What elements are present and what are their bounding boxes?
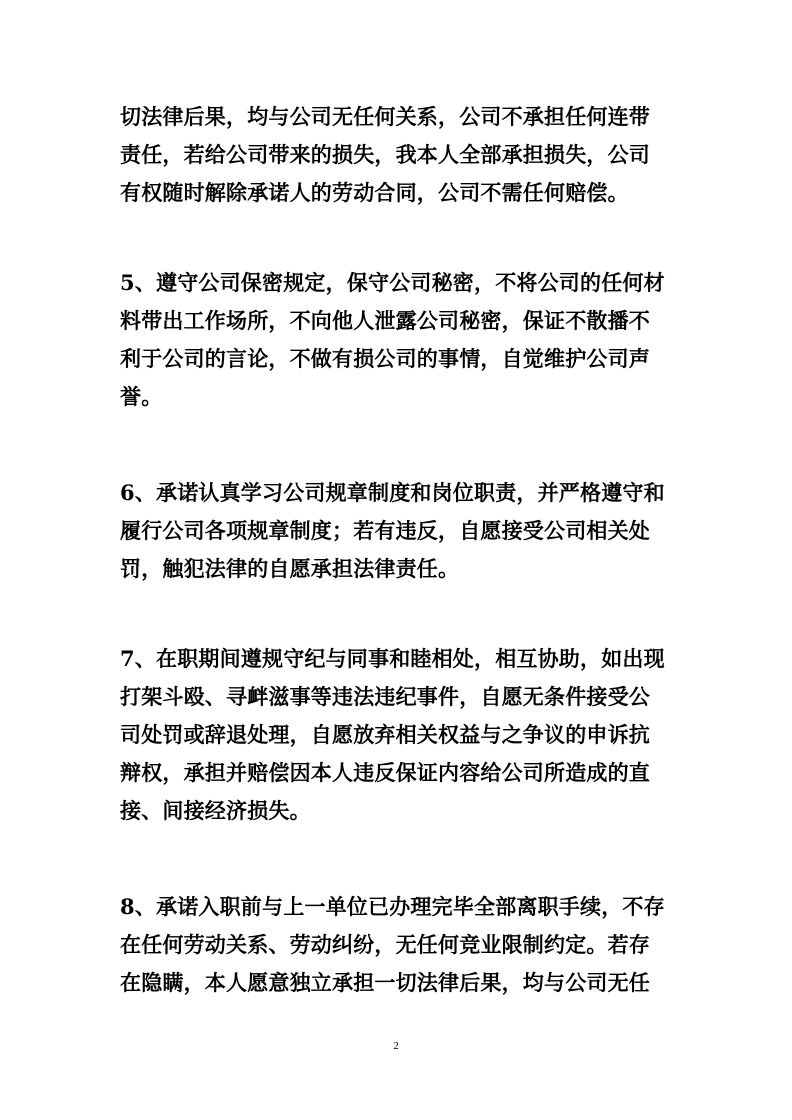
- text-line: 利于公司的言论，不做有损公司的事情，自觉维护公司声: [120, 346, 650, 371]
- text-line: 料带出工作场所，不向他人泄露公司秘密，保证不散播不: [120, 308, 650, 333]
- text-line: 打架斗殴、寻衅滋事等违法违纪事件，自愿无条件接受公: [120, 684, 650, 709]
- text-line: 接、间接经济损失。: [120, 798, 311, 823]
- page-number: 2: [393, 1040, 399, 1052]
- text-line: 切法律后果，均与公司无任何关系，公司不承担任何连带: [120, 104, 650, 129]
- text-line: 誉。: [120, 384, 163, 409]
- text-line: 7、在职期间遵规守纪与同事和睦相处，相互协助，如出现: [120, 646, 665, 671]
- text-line: 5、遵守公司保密规定，保守公司秘密，不将公司的任何材: [120, 270, 665, 295]
- text-line: 责任，若给公司带来的损失，我本人全部承担损失，公司: [120, 142, 650, 167]
- paragraph-continuation: [120, 98, 680, 212]
- paragraph-item-5: [120, 264, 680, 416]
- text-line: 在隐瞒，本人愿意独立承担一切法律后果，均与公司无任: [120, 970, 650, 995]
- text-line: 6、承诺认真学习公司规章制度和岗位职责，并严格遵守和: [120, 480, 665, 505]
- paragraph-item-7: [120, 640, 680, 830]
- paragraph-item-8: [120, 888, 680, 1002]
- text-line: 履行公司各项规章制度；若有违反，自愿接受公司相关处: [120, 518, 650, 543]
- text-line: 辩权，承担并赔偿因本人违反保证内容给公司所造成的直: [120, 760, 650, 785]
- text-line: 在任何劳动关系、劳动纠纷，无任何竞业限制约定。若存: [120, 932, 650, 957]
- text-line: 罚，触犯法律的自愿承担法律责任。: [120, 556, 460, 581]
- text-line: 有权随时解除承诺人的劳动合同，公司不需任何赔偿。: [120, 180, 629, 205]
- text-line: 司处罚或辞退处理，自愿放弃相关权益与之争议的申诉抗: [120, 722, 650, 747]
- paragraph-item-6: [120, 474, 680, 588]
- text-line: 8、承诺入职前与上一单位已办理完毕全部离职手续，不存: [120, 894, 665, 919]
